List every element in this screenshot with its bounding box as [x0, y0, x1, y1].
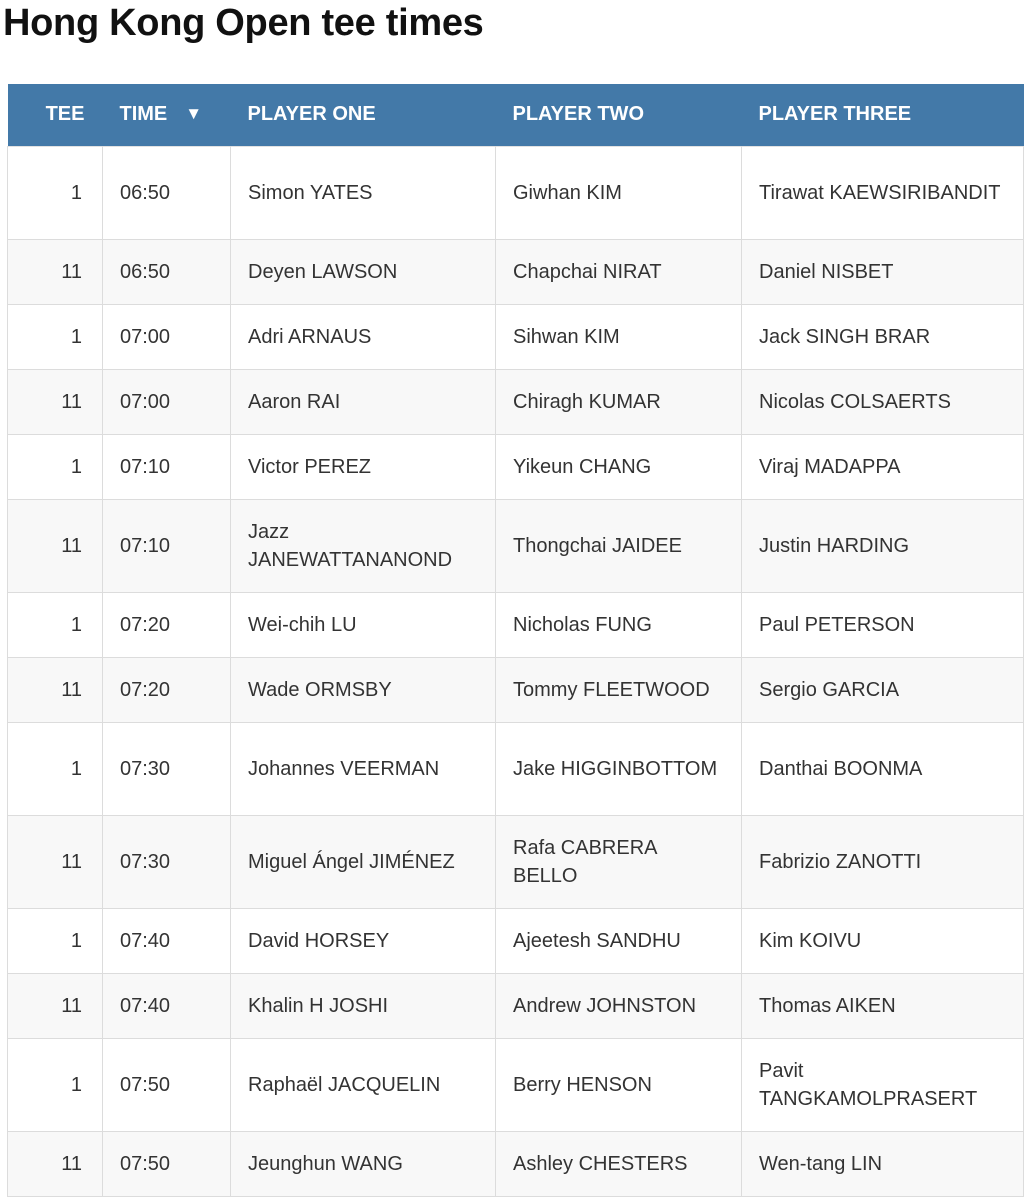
- tee-cell: 1: [8, 908, 103, 973]
- time-cell: 07:30: [103, 815, 231, 908]
- player-one-cell: Raphaël JACQUELIN: [231, 1038, 496, 1131]
- tee-cell: 11: [8, 239, 103, 304]
- player-three-cell: Wen-tang LIN: [742, 1131, 1024, 1196]
- player-two-cell: Nicholas FUNG: [496, 592, 742, 657]
- table-row: [8, 592, 1024, 657]
- player-two-cell: Ajeetesh SANDHU: [496, 908, 742, 973]
- time-cell: 07:00: [103, 304, 231, 369]
- player-two-cell: Jake HIGGINBOTTOM: [496, 722, 742, 815]
- table-row: [8, 434, 1024, 499]
- tee-times-table: [7, 84, 1024, 1197]
- player-three-cell: Justin HARDING: [742, 499, 1024, 592]
- player-one-cell: Deyen LAWSON: [231, 239, 496, 304]
- tee-cell: 11: [8, 973, 103, 1038]
- tee-cell: 11: [8, 657, 103, 722]
- tee-cell: 11: [8, 815, 103, 908]
- player-two-cell: Tommy FLEETWOOD: [496, 657, 742, 722]
- time-cell: 07:50: [103, 1038, 231, 1131]
- time-cell: 07:10: [103, 499, 231, 592]
- player-two-cell: Andrew JOHNSTON: [496, 973, 742, 1038]
- player-three-cell: Paul PETERSON: [742, 592, 1024, 657]
- player-one-cell: Aaron RAI: [231, 369, 496, 434]
- column-header-time-label: TIME: [119, 103, 168, 126]
- time-cell: 07:40: [103, 973, 231, 1038]
- time-cell: 07:00: [103, 369, 231, 434]
- player-one-cell: Adri ARNAUS: [231, 304, 496, 369]
- player-one-cell: Johannes VEERMAN: [231, 722, 496, 815]
- table-row: [8, 304, 1024, 369]
- tee-cell: 1: [8, 592, 103, 657]
- table-row: [8, 815, 1024, 908]
- player-two-cell: Ashley CHESTERS: [496, 1131, 742, 1196]
- table-row: [8, 369, 1024, 434]
- player-three-cell: Sergio GARCIA: [742, 657, 1024, 722]
- header-row: [8, 84, 1024, 146]
- tee-cell: 1: [8, 434, 103, 499]
- sort-descending-icon: ▼: [185, 104, 203, 124]
- table-row: [8, 657, 1024, 722]
- player-three-cell: Viraj MADAPPA: [742, 434, 1024, 499]
- tee-cell: 1: [8, 1038, 103, 1131]
- player-one-cell: Simon YATES: [231, 146, 496, 239]
- table-row: [8, 1038, 1024, 1131]
- player-three-cell: Pavit TANGKAMOLPRASERT: [742, 1038, 1024, 1131]
- player-three-cell: Jack SINGH BRAR: [742, 304, 1024, 369]
- player-three-cell: Danthai BOONMA: [742, 722, 1024, 815]
- time-cell: 07:20: [103, 592, 231, 657]
- table-row: [8, 239, 1024, 304]
- player-three-cell: Daniel NISBET: [742, 239, 1024, 304]
- player-two-cell: Giwhan KIM: [496, 146, 742, 239]
- column-header-tee-label: TEE: [45, 103, 85, 126]
- table-row: [8, 908, 1024, 973]
- player-two-cell: Thongchai JAIDEE: [496, 499, 742, 592]
- table-row: [8, 722, 1024, 815]
- player-one-cell: David HORSEY: [231, 908, 496, 973]
- time-cell: 07:50: [103, 1131, 231, 1196]
- tee-times-table-container: [7, 84, 1023, 1197]
- time-cell: 06:50: [103, 146, 231, 239]
- table-row: [8, 973, 1024, 1038]
- player-three-cell: Nicolas COLSAERTS: [742, 369, 1024, 434]
- player-one-cell: Khalin H JOSHI: [231, 973, 496, 1038]
- tee-cell: 1: [8, 722, 103, 815]
- time-cell: 07:20: [103, 657, 231, 722]
- column-header-player-three-label: PLAYER THREE: [758, 103, 912, 126]
- tee-cell: 1: [8, 146, 103, 239]
- table-row: [8, 1131, 1024, 1196]
- player-one-cell: Miguel Ángel JIMÉNEZ: [231, 815, 496, 908]
- column-header-player-two[interactable]: [496, 84, 742, 146]
- table-row: [8, 146, 1024, 239]
- column-header-player-two-label: PLAYER TWO: [512, 103, 644, 126]
- player-two-cell: Sihwan KIM: [496, 304, 742, 369]
- table-header: [8, 84, 1024, 146]
- player-two-cell: Chapchai NIRAT: [496, 239, 742, 304]
- column-header-tee[interactable]: [8, 84, 103, 146]
- column-header-player-one-label: PLAYER ONE: [247, 103, 376, 126]
- time-cell: 07:30: [103, 722, 231, 815]
- page-title: Hong Kong Open tee times: [3, 2, 484, 44]
- column-header-player-one[interactable]: [231, 84, 496, 146]
- player-one-cell: Victor PEREZ: [231, 434, 496, 499]
- player-three-cell: Tirawat KAEWSIRIBANDIT: [742, 146, 1024, 239]
- table-row: [8, 499, 1024, 592]
- time-cell: 06:50: [103, 239, 231, 304]
- player-three-cell: Kim KOIVU: [742, 908, 1024, 973]
- tee-cell: 11: [8, 369, 103, 434]
- table-body: [8, 146, 1024, 1196]
- player-three-cell: Thomas AIKEN: [742, 973, 1024, 1038]
- player-one-cell: Wade ORMSBY: [231, 657, 496, 722]
- player-one-cell: Jeunghun WANG: [231, 1131, 496, 1196]
- player-three-cell: Fabrizio ZANOTTI: [742, 815, 1024, 908]
- player-two-cell: Chiragh KUMAR: [496, 369, 742, 434]
- time-cell: 07:40: [103, 908, 231, 973]
- player-one-cell: Jazz JANEWATTANANOND: [231, 499, 496, 592]
- player-two-cell: Rafa CABRERA BELLO: [496, 815, 742, 908]
- time-cell: 07:10: [103, 434, 231, 499]
- player-two-cell: Berry HENSON: [496, 1038, 742, 1131]
- tee-cell: 1: [8, 304, 103, 369]
- column-header-time[interactable]: [103, 84, 231, 146]
- tee-cell: 11: [8, 1131, 103, 1196]
- player-two-cell: Yikeun CHANG: [496, 434, 742, 499]
- column-header-player-three[interactable]: [742, 84, 1024, 146]
- player-one-cell: Wei-chih LU: [231, 592, 496, 657]
- tee-cell: 11: [8, 499, 103, 592]
